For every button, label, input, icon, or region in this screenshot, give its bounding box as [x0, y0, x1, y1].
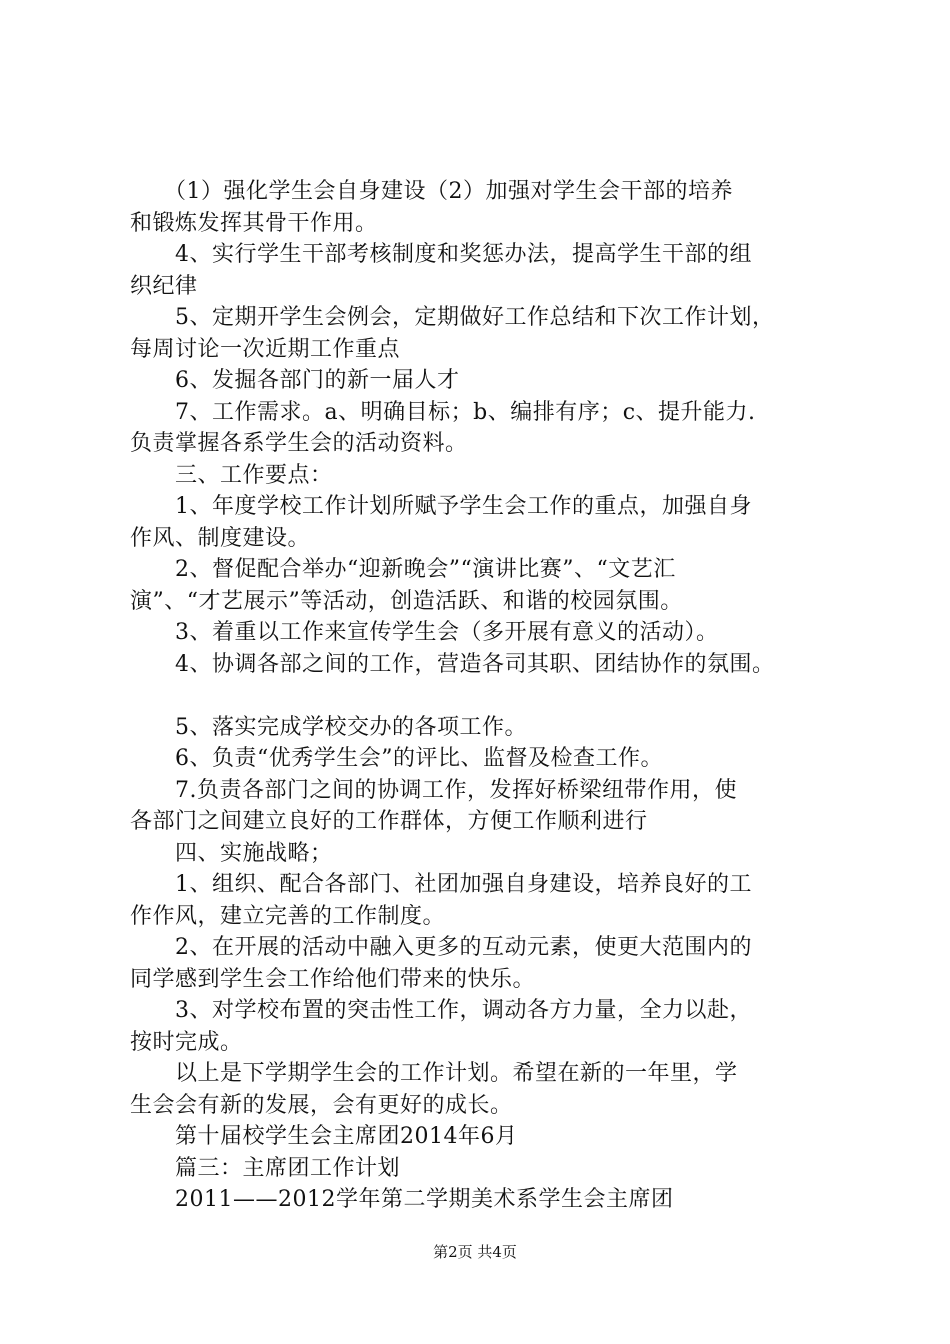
text-line: 三、工作要点：: [130, 462, 333, 488]
text-line: （1）强化学生会自身建设（2）加强对学生会干部的培养: [130, 179, 733, 204]
text-line: 1、年度学校工作计划所赋予学生会工作的重点，加强自身: [130, 494, 752, 519]
text-line: 1、组织、配合各部门、社团加强自身建设，培养良好的工: [130, 872, 752, 897]
text-line: 负责掌握各系学生会的活动资料。: [130, 431, 468, 456]
text-line: 四、实施战略；: [130, 840, 333, 866]
text-line: 作风、制度建设。: [130, 525, 311, 551]
text-line: 织纪律: [130, 273, 198, 299]
text-line: 3、着重以工作来宣传学生会（多开展有意义的活动）。: [130, 620, 719, 645]
text-line: 同学感到学生会工作给他们带来的快乐。: [130, 966, 536, 992]
text-line: 7.负责各部门之间的协调工作，发挥好桥梁纽带作用，使: [130, 777, 737, 803]
text-line: 以上是下学期学生会的工作计划。希望在新的一年里，学: [130, 1061, 738, 1086]
text-line: 4、协调各部之间的工作，营造各司其职、团结协作的氛围。: [130, 651, 775, 677]
text-line: 作作风，建立完善的工作制度。: [130, 903, 446, 929]
text-line: 7、工作需求。a、明确目标；b、编排有序；c、提升能力.: [130, 399, 756, 425]
text-line: 3、对学校布置的突击性工作，调动各方力量，全力以赴，: [130, 998, 752, 1023]
page-footer: 第2页 共4页: [433, 1243, 517, 1261]
text-line: 5、落实完成学校交办的各项工作。: [130, 714, 527, 740]
text-line: 按时完成。: [130, 1029, 243, 1055]
text-line: 2011——2012学年第二学期美术系学生会主席团: [130, 1187, 674, 1212]
text-line: 生会会有新的发展，会有更好的成长。: [130, 1092, 513, 1118]
text-line: 4、实行学生干部考核制度和奖惩办法，提高学生干部的组: [130, 242, 752, 267]
text-line: 和锻炼发挥其骨干作用。: [130, 210, 378, 236]
text-line: 每周讨论一次近期工作重点: [130, 336, 401, 362]
text-line: 5、定期开学生会例会，定期做好工作总结和下次工作计划，: [130, 305, 775, 330]
text-line: 第十届校学生会主席团2014年6月: [130, 1124, 518, 1149]
blank-line: [130, 680, 850, 712]
text-line: 2、在开展的活动中融入更多的互动元素，使更大范围内的: [130, 935, 752, 960]
text-line: 2、督促配合举办“迎新晚会”“演讲比赛”、“文艺汇: [130, 557, 676, 582]
text-line: 演”、“才艺展示”等活动，创造活跃、和谐的校园氛围。: [130, 588, 683, 614]
text-line: 6、负责“优秀学生会”的评比、监督及检查工作。: [130, 746, 663, 771]
text-line: 6、发掘各部门的新一届人才: [130, 368, 460, 393]
document-body: [130, 176, 850, 1216]
text-line: 各部门之间建立良好的工作群体，方便工作顺利进行: [130, 809, 648, 834]
text-line: 篇三：主席团工作计划: [130, 1155, 401, 1181]
